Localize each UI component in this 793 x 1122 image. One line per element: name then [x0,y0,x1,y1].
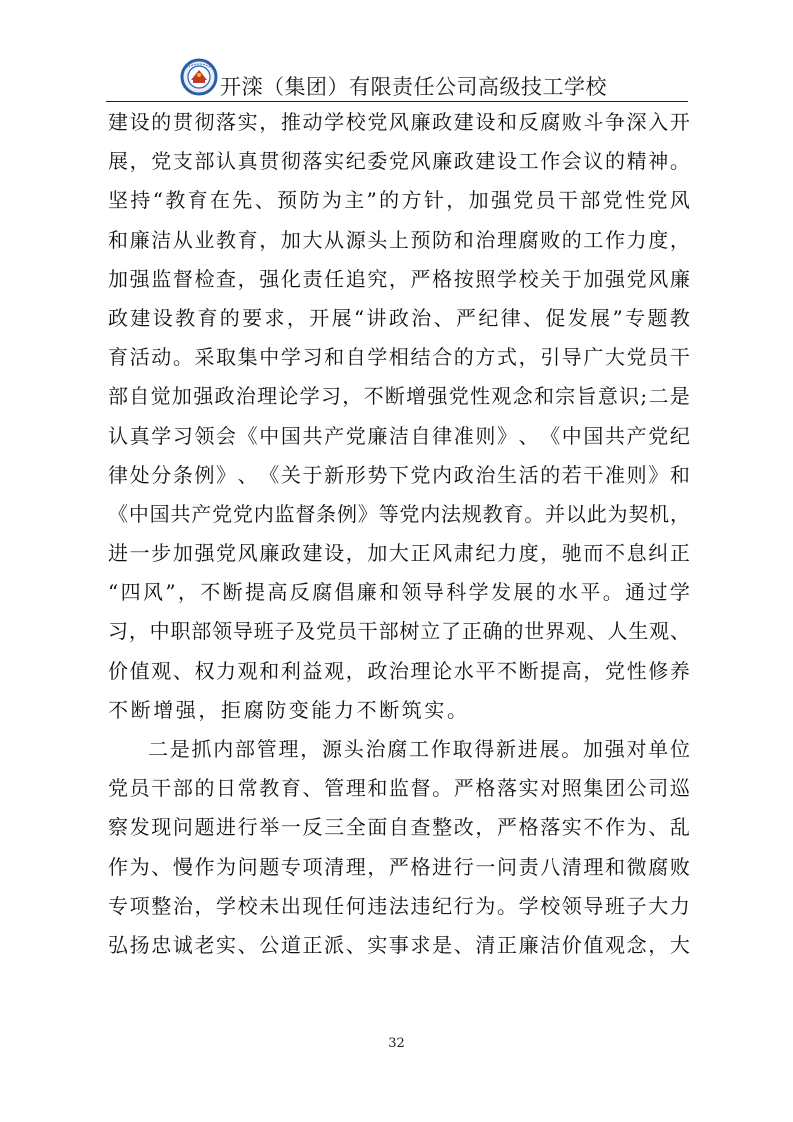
text-line: 弘 扬 忠 诚 老 实 、 公 道 正 派 、 实 事 求 是 、 清 正 廉 洁 价 值 观 念 ， 大 [108,932,690,957]
text-line: 和 廉 洁 从 业 教 育 ， 加 大 从 源 头 上 预 防 和 治 理 腐 败 的 工 作 力 度 ， [108,227,690,252]
text-line: 党 员 干 部 的 日 常 教 育 、 管 理 和 监 督 。 严 格 落 实 对 照 集 团 公 司 巡 [108,776,690,801]
text-line: 习 ， 中 职 部 领 导 班 子 及 党 员 干 部 树 立 了 正 确 的 世 界 观 、 人 生 观 、 [108,619,690,644]
text-line: 察 发 现 问 题 进 行 举 一 反 三 全 面 自 查 整 改 ， 严 格 落 实 不 作 为 、 乱 [108,815,690,840]
text-line: 展 ， 党 支 部 认 真 贯 彻 落 实 纪 委 党 风 廉 政 建 设 工 作 会 议 的 精 神 。 [108,149,690,174]
text-line: 作 为 、 慢 作 为 问 题 专 项 清 理 ， 严 格 进 行 一 问 责 八 清 理 和 微 腐 败 [108,854,690,879]
page-header [106,58,688,102]
text-line: 建 设 的 贯 彻 落 实 ， 推 动 学 校 党 风 廉 政 建 设 和 反 腐 败 斗 争 深 入 开 [108,110,690,134]
header-title: 开滦（集团）有限责任公司高级技工学校 [220,75,607,99]
text-line: 价 值 观 、 权 力 观 和 利 益 观 ， 政 治 理 论 水 平 不 断 提 高 ， 党 性 修 养 [108,658,690,683]
text-line: 坚 持 “ 教 育 在 先 、 预 防 为 主 ” 的 方 针 ， 加 强 党 员 干 部 党 性 党 风 [108,188,690,213]
text-line: 专 项 整 治 ， 学 校 未 出 现 任 何 违 法 违 纪 行 为 。 学 校 领 导 班 子 大 力 [108,893,690,918]
text-line: 政 建 设 教 育 的 要 求 ， 开 展 “ 讲 政 治 、 严 纪 律 、 促 发 展 ” 专 题 教 [108,305,690,330]
school-emblem-icon [180,58,218,96]
text-line: 育 活 动 。 采 取 集 中 学 习 和 自 学 相 结 合 的 方 式 ， 引 导 广 大 党 员 干 [108,345,690,370]
text-line: 律 处 分 条 例 》 、 《 关 于 新 形 势 下 党 内 政 治 生 活 的 若 干 准 则 》 和 [108,462,690,487]
text-line: 二 是 抓 内 部 管 理 ， 源 头 治 腐 工 作 取 得 新 进 展 。 加 强 对 单 位 [148,737,690,761]
text-line: 进 一 步 加 强 党 风 廉 政 建 设 ， 加 大 正 风 肃 纪 力 度 ， 驰 而 不 息 纠 正 [108,541,690,566]
header-divider [106,101,688,102]
text-line: 《 中 国 共 产 党 党 内 监 督 条 例 》 等 党 内 法 规 教 育 。 并 以 此 为 契 机 ， [108,501,690,526]
text-line: 加 强 监 督 检 查 ， 强 化 责 任 追 究 ， 严 格 按 照 学 校 关 于 加 强 党 风 廉 [108,266,690,291]
paragraph [108,730,690,965]
text-line: 不断增强，拒腐防变能力不断筑实。 [108,697,470,722]
paragraph [108,103,690,730]
page-number: 32 [388,1036,405,1051]
text-line: “ 四 风 ” ， 不 断 提 高 反 腐 倡 廉 和 领 导 科 学 发 展 的 水 平 。 通 过 学 [108,580,690,605]
text-line: 认 真 学 习 领 会 《 中 国 共 产 党 廉 洁 自 律 准 则 》 、 《 中 国 共 产 党 纪 [108,423,690,448]
document-body [108,103,690,965]
text-line: 部 自 觉 加 强 政 治 理 论 学 习 ， 不 断 增 强 党 性 观 念 和 宗 旨 意 识 ; 二 是 [108,384,690,409]
